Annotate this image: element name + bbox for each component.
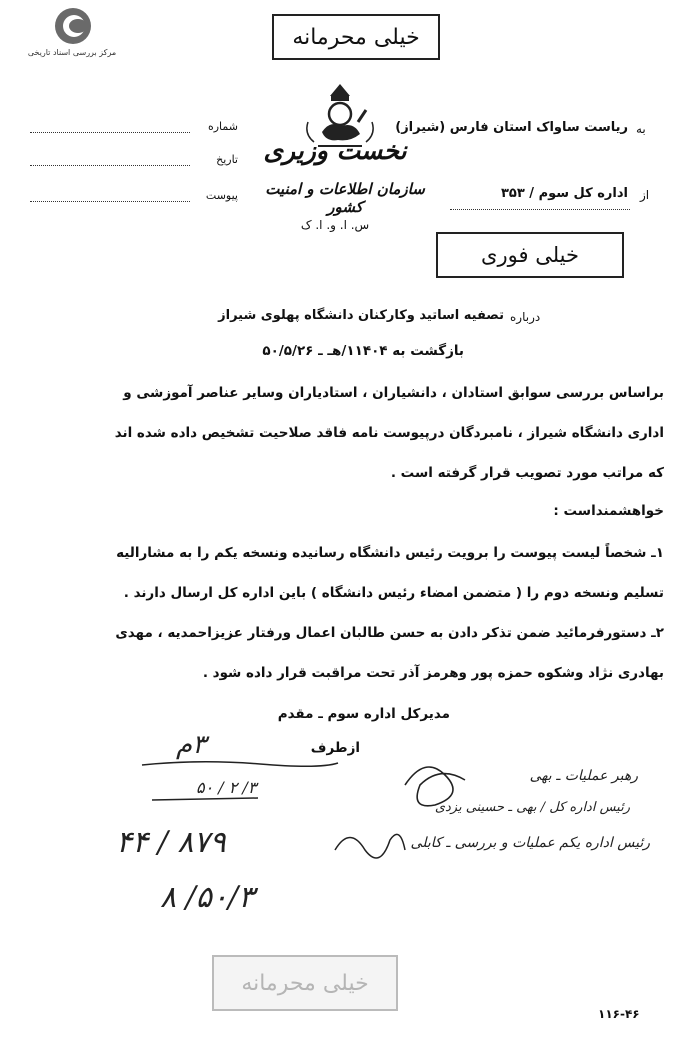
- handwritten-signature-scribble: [330, 820, 410, 870]
- signature-date: ۳/ ۲ / ۵۰: [196, 778, 257, 797]
- signature-date-underline: [150, 792, 260, 806]
- from-field-line: [450, 208, 630, 210]
- letterhead-title: نخست وزیری: [263, 136, 407, 165]
- archive-logo-text: مرکز بررسی اسناد تاریخی: [27, 48, 117, 57]
- signature-underline: [140, 755, 340, 775]
- item-line-4: بهادری نژاد وشکوه حمزه پور وهرمز آذر تحت مراقبت قرار داده شود .: [202, 665, 664, 681]
- registry-date: ۵۰/۳/ ۸: [160, 880, 255, 915]
- body-line-1: براساس بررسی سوابق استادان ، دانشیاران ، استادیاران وسایر عناصر آموزشی و: [123, 385, 664, 401]
- archive-logo: [22, 8, 122, 64]
- classification-stamp-bottom: خیلی محرمانه: [212, 955, 398, 1011]
- classification-stamp-top: خیلی محرمانه: [272, 14, 440, 60]
- handwritten-note-3: رئیس اداره یکم عملیات و بررسی ـ کابلی: [410, 835, 650, 851]
- date-label: تاریخ: [216, 153, 238, 166]
- number-field-line: [30, 131, 190, 133]
- urgency-stamp: خیلی فوری: [436, 232, 624, 278]
- page-number: ۱۱۶-۴۶: [598, 1007, 640, 1021]
- closing-line: مدیرکل اداره سوم ـ مقدم: [277, 706, 450, 722]
- number-label: شماره: [207, 120, 238, 133]
- signature-mark: ۳م: [176, 730, 207, 760]
- body-line-3: که مراتب مورد تصویب قرار گرفته است .: [390, 465, 664, 481]
- request-heading: خواهشمنداست :: [553, 503, 664, 519]
- item-line-3: ۲ـ دستورفرمائید ضمن تذکر دادن به حسن طالبان اعمال ورفتار عزیزاحمدیه ، مهدی: [115, 625, 664, 641]
- date-field-line: [30, 164, 190, 166]
- body-line-2: اداری دانشگاه شیراز ، نامبردگان درپیوست نامه فاقد صلاحیت تشخیص داده شده اند: [114, 425, 664, 441]
- on-behalf-label: ازطرف: [310, 740, 360, 756]
- letterhead-subtitle: سازمان اطلاعات و امنیت کشور: [265, 180, 425, 216]
- attachment-label: پیوست: [205, 189, 238, 202]
- item-line-1: ۱ـ شخصاً لیست پیوست را برویت رئیس دانشگاه رسانیده ونسخه یکم را به مشارالیه: [116, 545, 664, 561]
- subject-text: تصفیه اساتید وکارکنان دانشگاه پهلوی شیراز: [218, 308, 504, 323]
- letterhead-code: س. ا. و. ا. ک: [300, 218, 370, 232]
- archive-logo-icon: [55, 8, 91, 44]
- registry-number: ۸۷۹ / ۴۴: [116, 825, 226, 860]
- from-prefix: از: [640, 188, 650, 202]
- recipient-to: ریاست ساواک استان فارس (شیراز): [395, 120, 628, 135]
- handwritten-note-1: رهبر عملیات ـ بهی: [529, 768, 638, 784]
- attachment-field-line: [30, 200, 190, 202]
- handwritten-note-2: رئیس اداره کل / بهی ـ حسینی یزدی: [434, 800, 630, 815]
- recipient-from: اداره کل سوم / ۳۵۳: [500, 186, 628, 201]
- subject-prefix: درباره: [510, 310, 541, 324]
- item-line-2: تسلیم ونسخه دوم را ( متضمن امضاء رئیس دانشگاه ) باین اداره کل ارسال دارند .: [123, 585, 664, 601]
- to-prefix: به: [636, 122, 646, 136]
- reference-line: بازگشت به ۱۱۴۰۴/هـ ـ ۵۰/۵/۲۶: [262, 343, 464, 359]
